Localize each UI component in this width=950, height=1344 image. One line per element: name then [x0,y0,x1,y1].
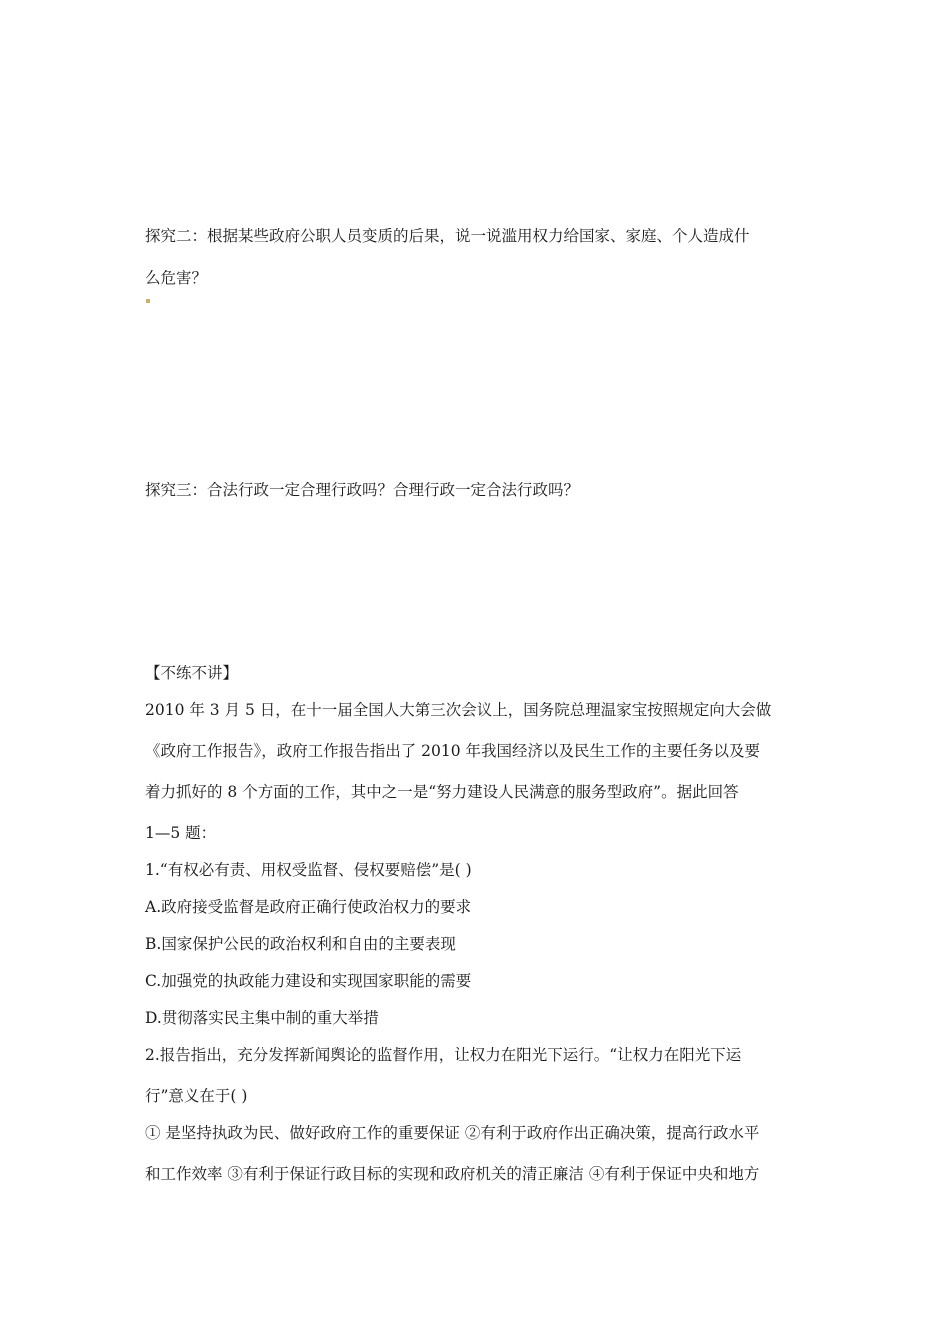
q2-stem-line-1: 2.报告指出，充分发挥新闻舆论的监督作用，让权力在阳光下运行。“让权力在阳光下运 [145,1046,742,1064]
explore2-line-1: 探究二：根据某些政府公职人员变质的后果，说一说滥用权力给国家、家庭、个人造成什 [145,227,750,245]
intro-line-2: 《政府工作报告》，政府工作报告指出了 2010 年我国经济以及民生工作的主要任务以及要 [145,742,761,760]
q1-option-a: A.政府接受监督是政府正确行使政治权力的要求 [145,898,472,916]
q1-option-b: B.国家保护公民的政治权利和自由的主要表现 [145,935,456,953]
q1-option-c: C.加强党的执政能力建设和实现国家职能的需要 [145,972,472,990]
q2-body-line-1: ① 是坚持执政为民、做好政府工作的重要保证 ②有利于政府作出正确决策，提高行政水平 [145,1124,760,1142]
small-marker [146,299,150,303]
intro-line-4: 1—5 题： [145,824,217,842]
q2-body-line-2: 和工作效率 ③有利于保证行政目标的实现和政府机关的清正廉洁 ④有利于保证中央和地方 [145,1165,760,1183]
q1-option-d: D.贯彻落实民主集中制的重大举措 [145,1009,379,1027]
practice-heading: 【不练不讲】 [145,664,239,682]
q2-stem-line-2: 行”意义在于( ) [145,1087,248,1105]
explore3-line-1: 探究三：合法行政一定合理行政吗？合理行政一定合法行政吗？ [145,481,580,499]
intro-line-3: 着力抓好的 8 个方面的工作，其中之一是“努力建设人民满意的服务型政府”。据此回答 [145,783,739,801]
explore2-line-2: 么危害？ [145,269,208,287]
q1-stem: 1.“有权必有责、用权受监督、侵权要赔偿”是( ) [145,861,472,879]
intro-line-1: 2010 年 3 月 5 日，在十一届全国人大第三次会议上，国务院总理温家宝按照规定向大会做 [145,701,772,719]
